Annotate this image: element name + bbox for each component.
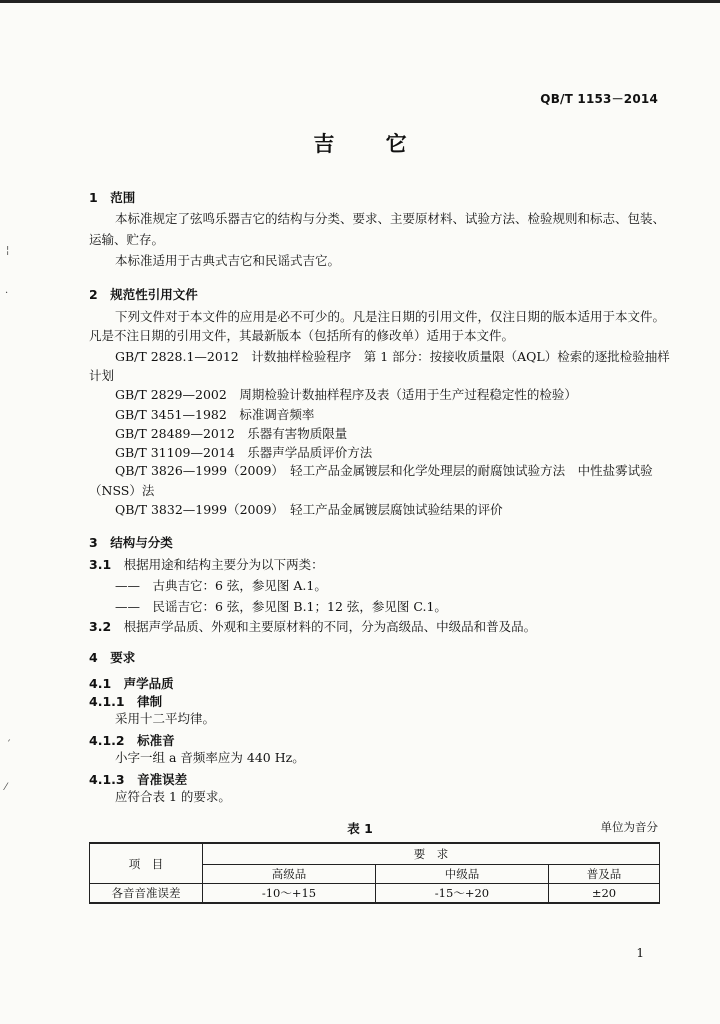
- clause-3-1-text: 根据用途和结构主要分为以下两类：: [123, 557, 324, 572]
- scan-mark: ˊ: [6, 740, 11, 751]
- top-border: [0, 0, 720, 3]
- table-unit: 单位为音分: [600, 820, 658, 834]
- reference-1-cont: 计划: [89, 368, 115, 383]
- section-1-heading: 1 范围: [89, 190, 136, 205]
- reference-4: GB/T 28489—2012 乐器有害物质限量: [115, 426, 348, 441]
- scan-mark: ¦: [6, 245, 10, 256]
- classification-item-folk: —— 民谣吉它：6 弦，参见图 B.1；12 弦，参见图 C.1。: [115, 599, 447, 614]
- table-header-item: 项 目: [90, 843, 203, 884]
- clause-4-1-3-text: 应符合表 1 的要求。: [115, 789, 231, 804]
- scan-mark: ⁄: [5, 782, 7, 793]
- reference-6: QB/T 3826—1999（2009） 轻工产品金属镀层和化学处理层的耐腐蚀试验方法 中性盐雾试验: [115, 463, 653, 478]
- section-2-heading: 2 规范性引用文件: [89, 287, 198, 302]
- scope-paragraph-1-cont: 运输、贮存。: [89, 232, 165, 247]
- clause-4-1-1-heading: 4.1.1 律制: [89, 694, 163, 709]
- table-row: [90, 884, 660, 904]
- reference-1: GB/T 2828.1—2012 计数抽样检验程序 第 1 部分：按接收质量限（AQL）检索的逐批检验抽样: [115, 349, 670, 364]
- classification-item-classical: —— 古典吉它：6 弦，参见图 A.1。: [115, 578, 327, 593]
- scope-paragraph-2: 本标准适用于古典式吉它和民谣式吉它。: [115, 253, 341, 268]
- table-cell: -10～+15: [203, 884, 376, 904]
- clause-3-1-number: 3.1: [89, 557, 112, 572]
- clause-4-1-3-heading: 4.1.3 音准误差: [89, 772, 188, 787]
- standard-number: QB/T 1153－2014: [540, 92, 658, 106]
- reference-7: QB/T 3832—1999（2009） 轻工产品金属镀层腐蚀试验结果的评价: [115, 502, 503, 517]
- reference-2: GB/T 2829—2002 周期检验计数抽样程序及表（适用于生产过程稳定性的检验）: [115, 387, 577, 402]
- references-intro: 下列文件对于本文件的应用是必不可少的。凡是注日期的引用文件，仅注日期的版本适用于本文件。: [115, 309, 666, 324]
- reference-5: GB/T 31109—2014 乐器声学品质评价方法: [115, 445, 373, 460]
- scope-paragraph-1: 本标准规定了弦鸣乐器吉它的结构与分类、要求、主要原材料、试验方法、检验规则和标志、包装、: [115, 211, 666, 226]
- reference-6-cont: （NSS）法: [89, 483, 155, 498]
- clause-3-1: [89, 555, 324, 575]
- table-cell: -15～+20: [375, 884, 548, 904]
- table-header-grade: 普及品: [548, 865, 659, 884]
- table-cell: ±20: [548, 884, 659, 904]
- table-row-label: 各音音准误差: [90, 884, 203, 904]
- clause-4-1-heading: 4.1 声学品质: [89, 676, 174, 691]
- page-number: 1: [636, 946, 644, 960]
- table-caption: 表 1: [347, 821, 373, 836]
- clause-3-2-number: 3.2: [89, 619, 112, 634]
- table-header-grade: 中级品: [375, 865, 548, 884]
- table-header-grade: 高级品: [203, 865, 376, 884]
- document-title: 吉 它: [313, 132, 429, 156]
- clause-4-1-2-heading: 4.1.2 标准音: [89, 733, 175, 748]
- reference-3: GB/T 3451—1982 标准调音频率: [115, 407, 315, 422]
- scan-mark: ·: [5, 288, 9, 299]
- clause-4-1-1-text: 采用十二平均律。: [115, 711, 216, 726]
- clause-3-2-text: 根据声学品质、外观和主要原材料的不同，分为高级品、中级品和普及品。: [123, 619, 537, 634]
- pitch-error-table: [89, 842, 660, 904]
- section-4-heading: 4 要求: [89, 650, 136, 665]
- section-3-heading: 3 结构与分类: [89, 535, 173, 550]
- clause-3-2: [89, 617, 536, 637]
- clause-4-1-2-text: 小字一组 a 音频率应为 440 Hz。: [115, 750, 305, 765]
- table-header-requirement: 要 求: [203, 843, 660, 865]
- references-intro-cont: 凡是不注日期的引用文件，其最新版本（包括所有的修改单）适用于本文件。: [89, 328, 515, 343]
